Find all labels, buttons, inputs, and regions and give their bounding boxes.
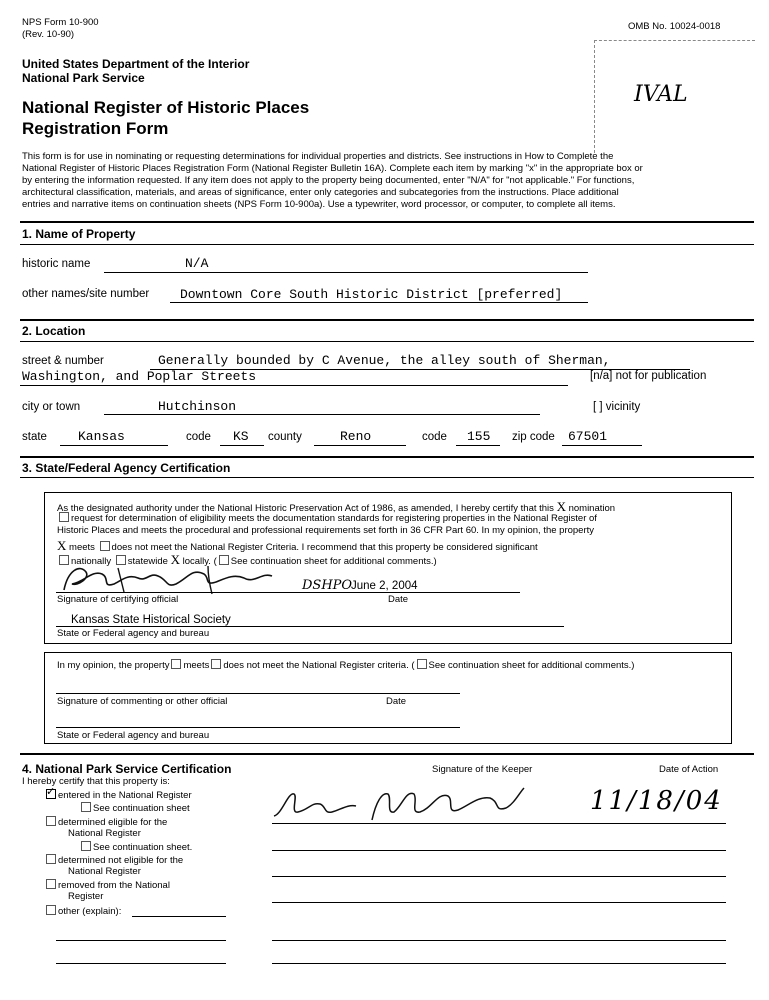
opinion-continuation-checkbox[interactable] [417,659,427,669]
other-explain-line-3 [56,963,226,964]
zip-value[interactable]: 67501 [568,429,608,444]
see-continuation-1: See continuation sheet [79,802,190,814]
street-line-2 [20,385,568,386]
locally-mark[interactable]: X [170,552,180,567]
county-label: county [268,431,302,443]
certifying-agency[interactable]: Kansas State Historical Society [71,614,231,626]
commenting-signature-line [56,693,460,694]
other-option: other (explain): [44,905,121,917]
not-eligible-line-2: National Register [68,866,141,877]
removed-line-2: Register [68,891,104,902]
continuation-checkbox-1[interactable] [81,802,91,812]
zip-label: zip code [512,431,555,443]
state-code-label: code [186,431,211,443]
see-continuation-2: See continuation sheet. [79,841,192,853]
stamp-initials: IVAL [634,82,688,107]
page-subtitle: Registration Form [22,119,169,138]
signature-label: Signature of certifying official [57,594,179,605]
certifying-title: DSHPO [302,578,353,593]
eligible-line-2: National Register [68,828,141,839]
county-code-value[interactable]: 155 [467,429,491,444]
state-code-line [220,445,264,446]
section-1-rule [20,221,754,223]
intro-line-4: architectural classification, materials, and areas of significance, enter only categories and subcategories from the instructions. Place additional [22,187,619,198]
cert-line-3: Historic Places and meets the procedural and professional requirements set forth in 36 CFR Part 60. In my opinion, the property [57,525,595,536]
other-names-value[interactable]: Downtown Core South Historic District [preferred] [180,287,563,302]
county-value[interactable]: Reno [340,429,372,444]
cert-line-4: X meets does not meet the National Register Criteria. I recommend that this property be considered significant [57,538,538,553]
opinion-meets-checkbox[interactable] [171,659,181,669]
agency-label: State or Federal agency and bureau [57,628,210,639]
zip-line [562,445,642,446]
keeper-line-2 [272,850,726,851]
entered-checkbox[interactable]: ✓ [46,786,56,798]
section-2-underline [20,341,754,342]
action-date[interactable]: 11/18/04 [590,786,723,816]
keeper-line-1 [272,823,726,824]
county-code-line [456,445,500,446]
form-number: NPS Form 10-900 [22,17,99,28]
section-1-underline [20,244,754,245]
certification-date[interactable]: June 2, 2004 [351,580,418,592]
other-explain-line-2 [56,940,226,941]
section-3-heading: 3. State/Federal Agency Certification [22,461,231,475]
department: United States Department of the Interior [22,57,250,71]
section-2-rule [20,319,754,321]
vicinity-checkbox[interactable]: [ ] vicinity [593,401,641,413]
intro-line-5: entries and narrative items on continuation sheets (NPS Form 10-900a). Use a typewriter, word processor, or computer, to complete all items. [22,199,616,210]
date-label: Date [388,594,409,605]
page-title: National Register of Historic Places [22,98,310,117]
eligible-checkbox[interactable] [46,816,56,826]
section-3-rule [20,456,754,458]
form-revision: (Rev. 10-90) [22,29,75,40]
historic-name-label: historic name [22,258,91,270]
section-4-heading: 4. National Park Service Certification [22,762,232,776]
commenting-label: Signature of commenting or other official [57,696,228,707]
intro-line-2: National Register of Historic Places Registration Form (National Register Bulletin 16A). Complete each item by marking "x" in the appropriate box or [22,163,643,174]
keeper-line-6 [272,963,726,964]
state-code-value[interactable]: KS [233,429,249,444]
intro-line-3: by entering the information requested. If any item does not apply to the property being documented, enter "N/A" for "not applicable." For functions, [22,175,635,186]
city-value[interactable]: Hutchinson [158,399,237,414]
keeper-label: Signature of the Keeper [432,764,533,775]
street-label: street & number [22,355,104,367]
does-not-meet-checkbox[interactable] [100,541,110,551]
state-value[interactable]: Kansas [78,429,125,444]
commenting-agency-label: State or Federal agency and bureau [57,730,210,741]
opinion-does-not-meet-checkbox[interactable] [211,659,221,669]
hereby-certify: I hereby certify that this property is: [22,776,170,787]
commenting-agency-line [56,727,460,728]
other-checkbox[interactable] [46,905,56,915]
county-line [314,445,406,446]
request-checkbox[interactable] [59,512,69,522]
commenting-date-label: Date [386,696,407,707]
meets-mark[interactable]: X [57,538,67,553]
section-4-rule [20,753,754,755]
removed-checkbox[interactable] [46,879,56,889]
cert-line-1: As the designated authority under the National Historic Preservation Act of 1986, as amended, I hereby certify that this X nomination [57,499,616,514]
other-explain-line [132,916,226,917]
entered-option: ✓ entered in the National Register [46,786,192,801]
state-label: state [22,431,47,443]
date-of-action-label: Date of Action [659,764,719,775]
not-eligible-option: determined not eligible for the [44,854,183,866]
eligible-option: determined eligible for the [44,816,167,828]
opinion-line: In my opinion, the property meets does not meet the National Register criteria. ( See continuation sheet for additional comments.) [57,660,635,671]
city-label: city or town [22,401,81,413]
nomination-mark[interactable]: X [556,499,566,514]
section-2-heading: 2. Location [22,324,86,338]
state-line [60,445,168,446]
cert-line-5: nationally statewide X locally. ( See continuation sheet for additional comments.) [57,552,437,568]
section-1-heading: 1. Name of Property [22,227,136,241]
cert-signature-line [56,592,520,593]
cert-line-2: request for determination of eligibility meets the documentation standards for registering properties in the National Register of [57,512,597,524]
other-names-line [170,302,588,303]
keeper-line-3 [272,876,726,877]
section-3-underline [20,477,754,478]
intro-line-1: This form is for use in nominating or requesting determinations for individual properties and districts. See instructions in How to Complete the [22,151,614,162]
continuation-checkbox-2[interactable] [81,841,91,851]
agency: National Park Service [22,71,145,85]
removed-option: removed from the National [44,879,170,891]
omb-number: OMB No. 10024-0018 [628,21,721,32]
keeper-line-5 [272,940,726,941]
historic-name-line [104,272,588,273]
street-value-line1[interactable]: Generally bounded by C Avenue, the alley south of Sherman, [158,353,611,368]
county-code-label: code [422,431,447,443]
other-names-label: other names/site number [22,288,150,300]
historic-name-value[interactable]: N/A [185,256,209,271]
city-line [104,414,540,415]
street-value-line2[interactable]: Washington, and Poplar Streets [22,369,257,384]
not-for-publication[interactable]: [n/a] not for publication [590,370,707,382]
certifying-signature [58,562,288,596]
not-eligible-checkbox[interactable] [46,854,56,864]
keeper-signature [268,784,528,828]
keeper-line-4 [272,902,726,903]
agency-line [56,626,564,627]
